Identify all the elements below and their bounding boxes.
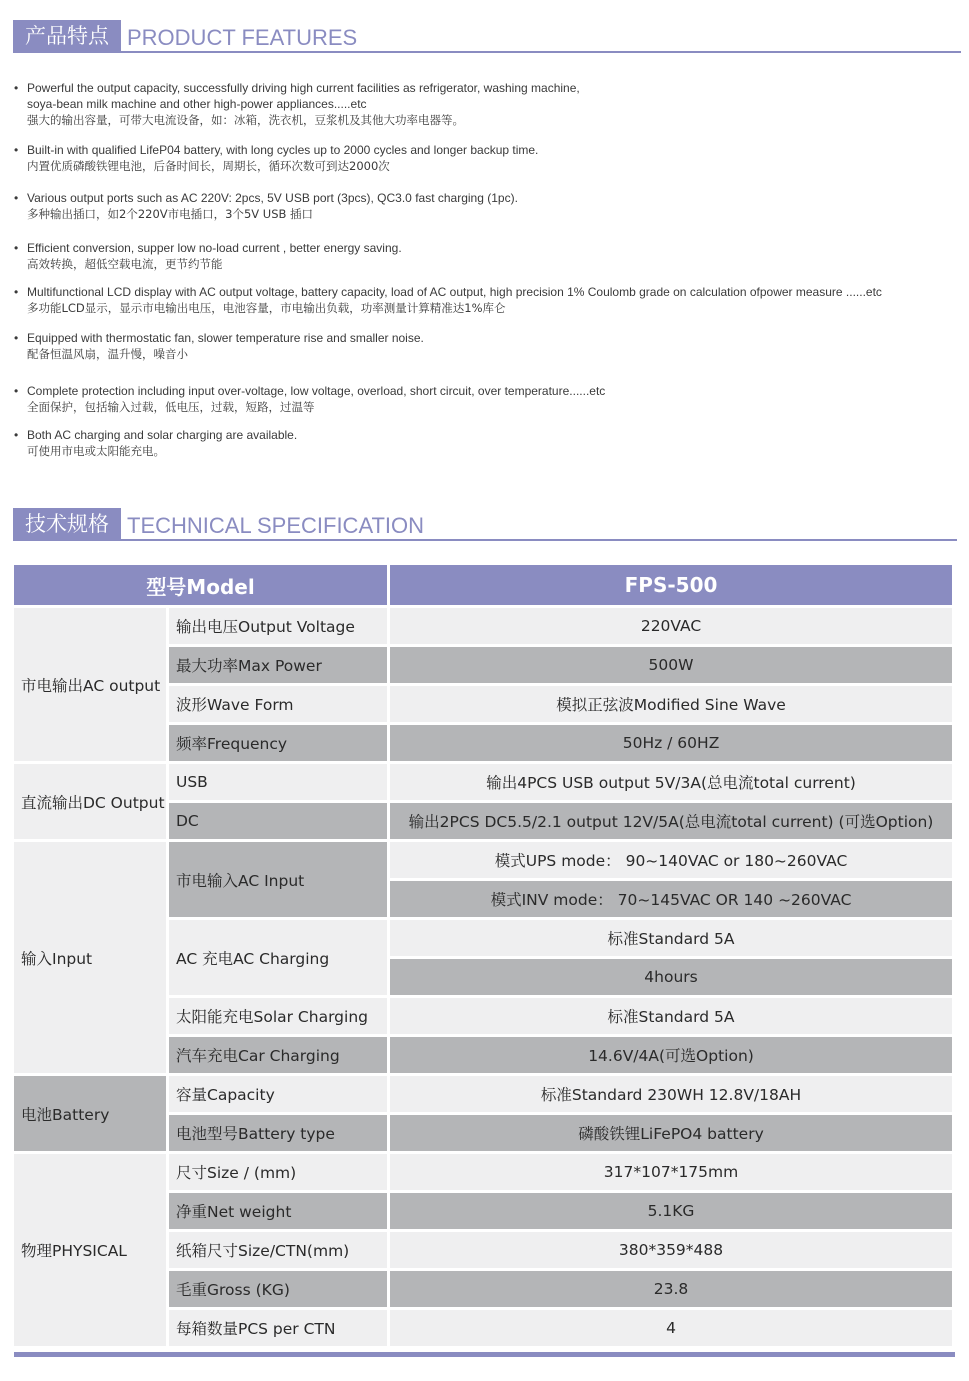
feature-text-cn: 可使用市电或太阳能充电。 [27,444,165,458]
row-label: 尺寸Size / (mm) [169,1154,390,1193]
row-value: 500W [390,647,955,686]
feature-text-cn: 多功能LCD显示，显示市电输出电压，电池容量，市电输出负载，功率测量计算精准达1%库仑 [27,301,506,315]
row-value: 5.1KG [390,1193,955,1232]
row-value: 220VAC [390,608,955,647]
model-label: 型号Model [14,565,390,608]
feature-item [14,142,969,174]
row-value: 模拟正弦波Modified Sine Wave [390,686,955,725]
row-label: 太阳能充电Solar Charging [169,998,390,1037]
section-divider [13,51,961,53]
feature-text-en: Built-in with qualified LifeP04 battery, with long cycles up to 2000 cycles and longer backup time. [27,143,539,157]
row-value: 输出2PCS DC5.5/2.1 output 12V/5A(总电流total current) (可选Option) [390,803,955,842]
row-label: USB [169,764,390,803]
table-row [14,1076,955,1115]
feature-text-cn: 多种输出插口，如2个220V市电插口，3个5V USB 插口 [27,207,314,221]
feature-text-cn: 全面保护，包括输入过载，低电压，过载，短路，过温等 [27,400,315,414]
row-value: 14.6V/4A(可选Option) [390,1037,955,1076]
section-title-en: PRODUCT FEATURES [127,25,358,50]
feature-text-cn: 内置优质磷酸铁锂电池，后备时间长，周期长，循环次数可到达2000次 [27,159,390,173]
section-divider [13,539,957,541]
row-value: 23.8 [390,1271,955,1310]
feature-text-en: Complete protection including input over-voltage, low voltage, overload, short circuit, over temperature......etc [27,384,606,398]
feature-item [14,80,969,128]
product-features-header [13,20,357,52]
row-value: 输出4PCS USB output 5V/3A(总电流total current) [390,764,955,803]
row-label: 毛重Gross (KG) [169,1271,390,1310]
row-label: 市电输入AC Input [169,842,390,920]
row-label: 电池型号Battery type [169,1115,390,1154]
row-value: 标准Standard 5A [390,920,955,959]
bullet-icon: • [14,191,19,205]
feature-text-cn: 强大的输出容量，可带大电流设备，如：冰箱，洗衣机，豆浆机及其他大功率电器等。 [27,113,464,127]
row-label: 容量Capacity [169,1076,390,1115]
row-label: 每箱数量PCS per CTN [169,1310,390,1349]
feature-text-cn: 配备恒温风扇，温升慢，噪音小 [27,347,188,361]
group-physical: 物理PHYSICAL [14,1154,169,1349]
feature-item [14,427,969,459]
technical-specification-header [13,508,424,540]
feature-item [14,284,969,316]
bullet-icon: • [14,285,19,299]
table-row [14,842,955,881]
row-label: DC [169,803,390,842]
feature-item [14,383,969,415]
table-bottom-bar [14,1352,955,1357]
row-label: 纸箱尺寸Size/CTN(mm) [169,1232,390,1271]
feature-text-en: Both AC charging and solar charging are available. [27,428,298,442]
feature-text-en: Multifunctional LCD display with AC output voltage, battery capacity, load of AC output, high precision 1% Coulomb grade on calculation ofpower measure ......etc [27,285,882,299]
feature-text-cn: 高效转换，超低空载电流，更节约节能 [27,257,223,271]
bullet-icon: • [14,331,19,345]
row-value: 磷酸铁锂LiFePO4 battery [390,1115,955,1154]
feature-text-en: Various output ports such as AC 220V: 2pcs, 5V USB port (3pcs), QC3.0 fast charging (1pc). [27,191,518,205]
row-label: 波形Wave Form [169,686,390,725]
model-value: FPS-500 [390,565,955,608]
bullet-icon: • [14,143,19,157]
row-label: AC 充电AC Charging [169,920,390,998]
row-label: 频率Frequency [169,725,390,764]
feature-text-en: Efficient conversion, supper low no-load current , better energy saving. [27,241,402,255]
row-value: 标准Standard 230WH 12.8V/18AH [390,1076,955,1115]
feature-item [14,330,969,362]
feature-item [14,240,969,272]
section-title-cn: 技术规格 [13,508,121,540]
bullet-icon: • [14,81,19,95]
row-label: 最大功率Max Power [169,647,390,686]
group-dc-output: 直流输出DC Output [14,764,169,842]
group-ac-output: 市电输出AC output [14,608,169,764]
row-value: 380*359*488 [390,1232,955,1271]
row-label: 汽车充电Car Charging [169,1037,390,1076]
table-row [14,608,955,647]
section-title-en: TECHNICAL SPECIFICATION [127,513,425,538]
table-header-row [14,565,955,608]
feature-text-en: soya-bean milk machine and other high-power appliances.....etc [27,97,367,111]
spec-table [14,565,955,1349]
bullet-icon: • [14,384,19,398]
group-battery: 电池Battery [14,1076,169,1154]
section-title-cn: 产品特点 [13,20,121,52]
row-label: 输出电压Output Voltage [169,608,390,647]
table-row [14,1154,955,1193]
group-input: 输入Input [14,842,169,1076]
row-value: 4hours [390,959,955,998]
bullet-icon: • [14,428,19,442]
feature-text-en: Equipped with thermostatic fan, slower temperature rise and smaller noise. [27,331,424,345]
row-label: 净重Net weight [169,1193,390,1232]
table-row [14,764,955,803]
feature-text-en: Powerful the output capacity, successfully driving high current facilities as refrigerator, washing machine, [27,81,580,95]
bullet-icon: • [14,241,19,255]
row-value: 标准Standard 5A [390,998,955,1037]
row-value: 4 [390,1310,955,1349]
row-value: 317*107*175mm [390,1154,955,1193]
row-value: 模式INV mode： 70~145VAC OR 140 ~260VAC [390,881,955,920]
row-value: 50Hz / 60HZ [390,725,955,764]
row-value: 模式UPS mode： 90~140VAC or 180~260VAC [390,842,955,881]
feature-item [14,190,969,222]
